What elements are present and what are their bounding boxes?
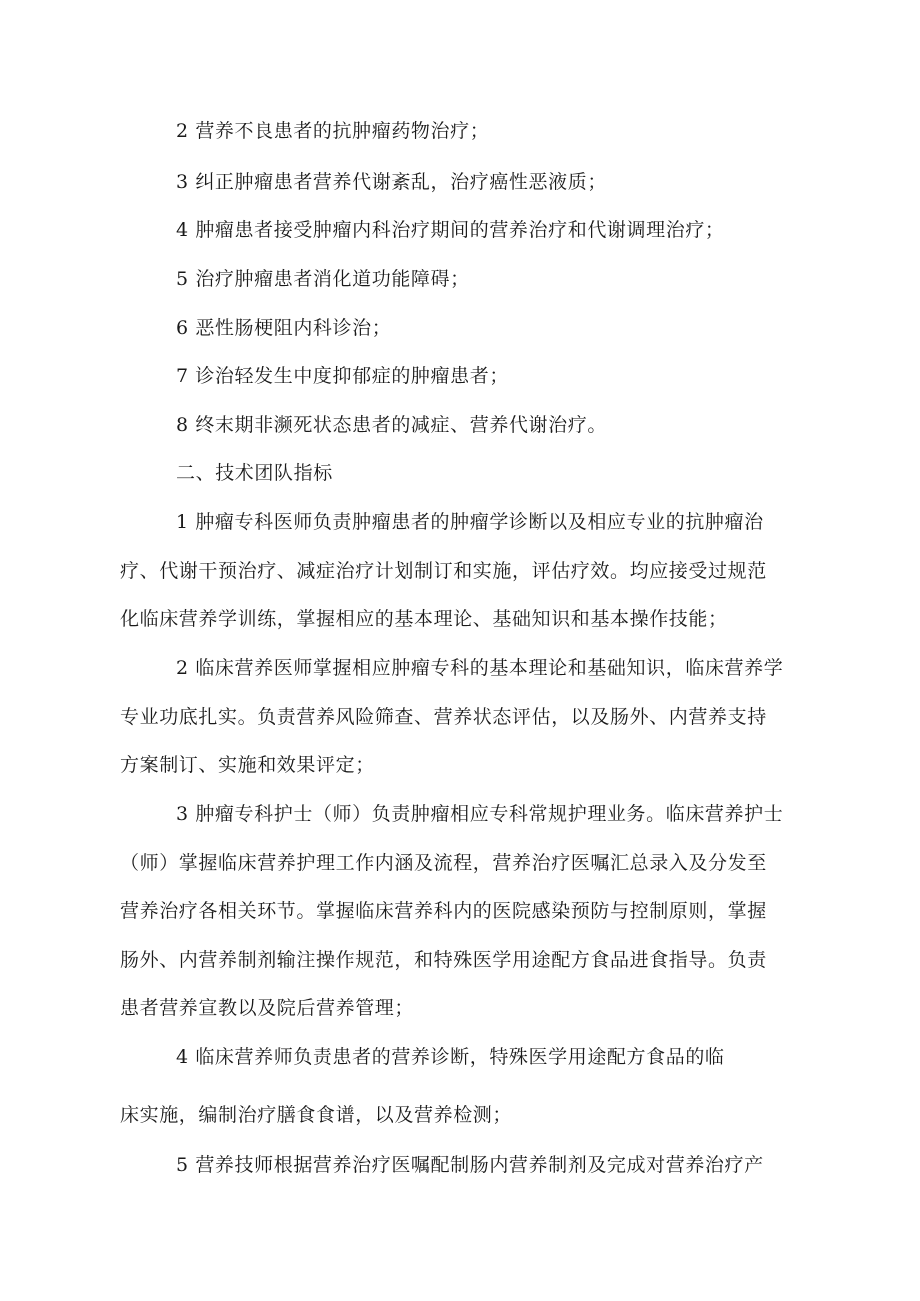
paragraph-line: 营养治疗各相关环节。掌握临床营养科内的医院感染预防与控制原则，掌握 — [120, 900, 767, 922]
paragraph-line: 化临床营养学训练，掌握相应的基本理论、基础知识和基本操作技能； — [120, 608, 728, 630]
paragraph-line: 肠外、内营养制剂输注操作规范，和特殊医学用途配方食品进食指导。负责 — [120, 949, 767, 971]
list-item: 3 纠正肿瘤患者营养代谢紊乱，治疗癌性恶液质； — [176, 171, 607, 193]
paragraph-line: 疗、代谢干预治疗、减症治疗计划制订和实施，评估疗效。均应接受过规范 — [120, 560, 767, 582]
paragraph-line: 专业功底扎实。负责营养风险筛查、营养状态评估，以及肠外、内营养支持 — [120, 706, 767, 728]
list-item: 7 诊治轻发生中度抑郁症的肿瘤患者； — [176, 365, 509, 387]
list-item: 6 恶性肠梗阻内科诊治； — [176, 317, 392, 339]
paragraph-line: 患者营养宣教以及院后营养管理； — [120, 997, 415, 1019]
paragraph-line: 4 临床营养师负责患者的营养诊断，特殊医学用途配方食品的临 — [176, 1046, 725, 1068]
paragraph-line: 3 肿瘤专科护士（师）负责肿瘤相应专科常规护理业务。临床营养护士 — [176, 803, 784, 825]
paragraph-line: 5 营养技师根据营养治疗医嘱配制肠内营养制剂及完成对营养治疗产 — [176, 1154, 764, 1176]
list-item: 8 终末期非濒死状态患者的减症、营养代谢治疗。 — [176, 414, 607, 436]
paragraph-line: 床实施，编制治疗膳食食谱，以及营养检测； — [120, 1104, 513, 1126]
paragraph-line: 1 肿瘤专科医师负责肿瘤患者的肿瘤学诊断以及相应专业的抗肿瘤治 — [176, 511, 764, 533]
list-item: 4 肿瘤患者接受肿瘤内科治疗期间的营养治疗和代谢调理治疗； — [176, 219, 725, 241]
section-heading: 二、技术团队指标 — [176, 462, 333, 484]
paragraph-line: 方案制订、实施和效果评定； — [120, 754, 375, 776]
paragraph-line: 2 临床营养医师掌握相应肿瘤专科的基本理论和基础知识，临床营养学 — [176, 657, 784, 679]
list-item: 5 治疗肿瘤患者消化道功能障碍； — [176, 268, 470, 290]
list-item: 2 营养不良患者的抗肿瘤药物治疗； — [176, 120, 490, 142]
paragraph-line: （师）掌握临床营养护理工作内涵及流程，营养治疗医嘱汇总录入及分发至 — [120, 852, 767, 874]
